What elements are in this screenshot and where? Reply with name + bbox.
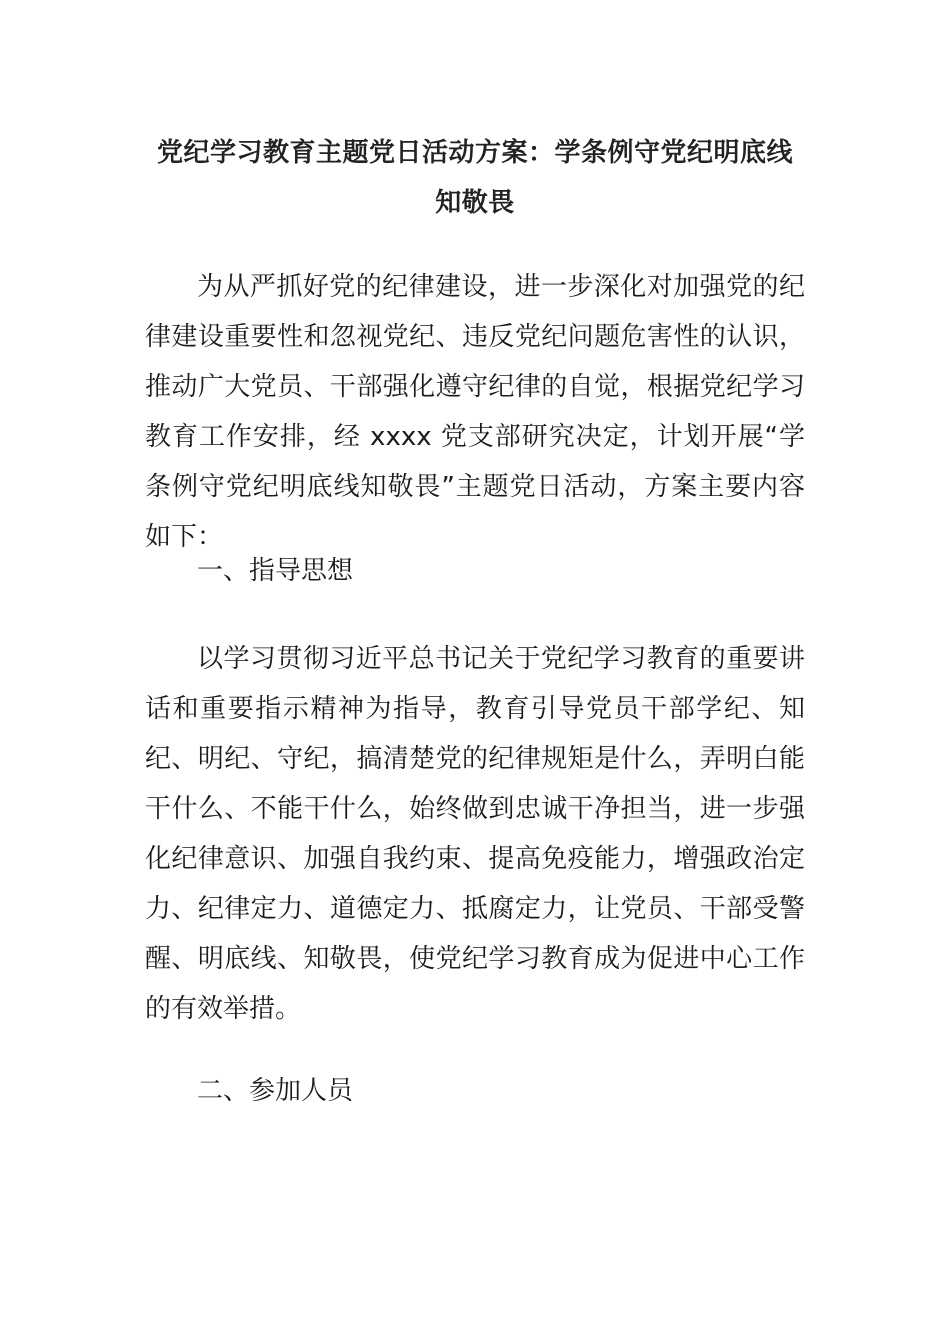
document-title: 党纪学习教育主题党日活动方案：学条例守党纪明底线知敬畏 [156,138,793,218]
section-body-guiding-ideology: 以学习贯彻习近平总书记关于党纪学习教育的重要讲话和重要指示精神为指导，教育引导党员干部学纪、知纪、明纪、守纪，搞清楚党的纪律规矩是什么，弄明白能干什么、不能干什么，始终做到忠诚干净担当，进一步强化纪律意识、加强自我约束、提高免疫能力，增强政治定力、纪律定力、道德定力、抵腐定力，让党员、干部受警醒、明底线、知敬畏，使党纪学习教育成为促进中心工作的有效举措。 [145,644,805,1024]
intro-paragraph: 为从严抓好党的纪律建设，进一步深化对加强党的纪律建设重要性和忽视党纪、违反党纪问题危害性的认识，推动广大党员、干部强化遵守纪律的自觉，根据党纪学习教育工作安排，经 xxxx 党支部研究决定，计划开展“学条例守党纪明底线知敬畏”主题党日活动，方案主要内容如下： [145,272,805,552]
section-heading-participants: 二、参加人员 [197,1076,354,1106]
section-heading-guiding-ideology: 一、指导思想 [197,556,354,586]
